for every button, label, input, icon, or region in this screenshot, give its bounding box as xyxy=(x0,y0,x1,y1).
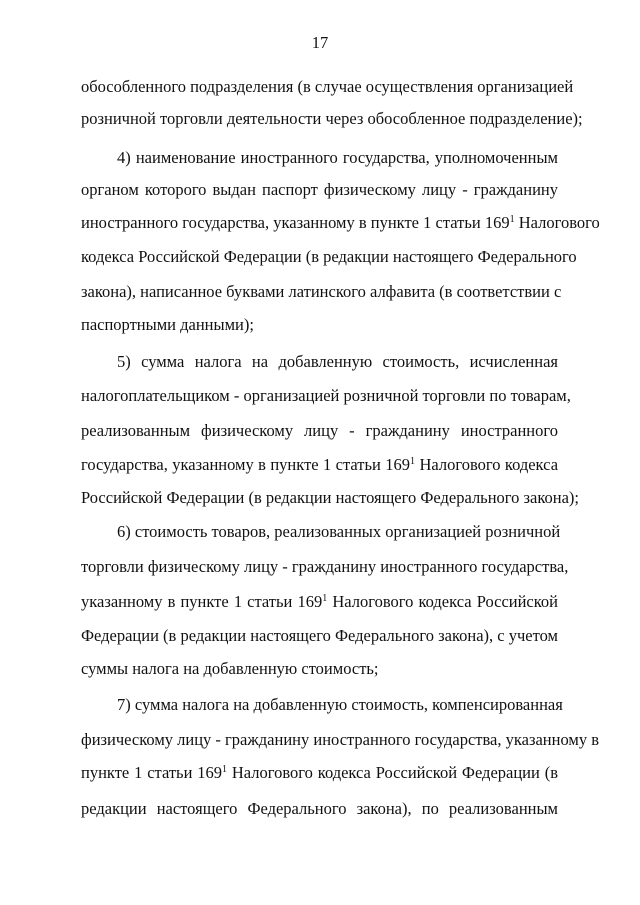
text-line: розничной торговли деятельности через обособленное подразделение); xyxy=(81,109,583,128)
text-line: обособленного подразделения (в случае осуществления организацией xyxy=(81,77,574,96)
text-segment: иностранного государства, указанному в пункте 1 статьи 169 xyxy=(81,213,510,232)
text-line: редакции настоящего Федерального закона), по реализованным xyxy=(81,799,558,818)
text-line xyxy=(81,213,600,233)
text-segment: пункте 1 статьи 169 xyxy=(81,763,223,782)
text-line xyxy=(81,592,558,612)
text-line: налогоплательщиком - организацией розничной торговли по товарам, xyxy=(81,386,571,405)
text-segment: Налогового кодекса Российской xyxy=(332,592,559,611)
text-line: паспортными данными); xyxy=(81,315,254,334)
text-line: торговли физическому лицу - гражданину иностранного государства, xyxy=(81,557,569,576)
text-line: суммы налога на добавленную стоимость; xyxy=(81,659,379,678)
text-line: 7) сумма налога на добавленную стоимость, компенсированная xyxy=(117,695,563,714)
superscript: 1 xyxy=(322,593,328,604)
superscript: 1 xyxy=(410,456,416,467)
text-line xyxy=(81,763,558,783)
text-segment: государства, указанному в пункте 1 статьи 169 xyxy=(81,455,411,474)
superscript: 1 xyxy=(509,214,515,225)
text-line: реализованным физическому лицу - гражданину иностранного xyxy=(81,421,558,440)
text-line: физическому лицу - гражданину иностранного государства, указанному в xyxy=(81,730,600,749)
text-line: органом которого выдан паспорт физическому лицу - гражданину xyxy=(81,180,558,199)
text-segment: Налогового xyxy=(518,213,600,232)
text-line: 4) наименование иностранного государства, уполномоченным xyxy=(117,148,558,167)
text-line: кодекса Российской Федерации (в редакции настоящего Федерального xyxy=(81,247,577,266)
superscript: 1 xyxy=(222,764,228,775)
text-line: 6) стоимость товаров, реализованных организацией розничной xyxy=(117,522,561,541)
text-line xyxy=(81,455,558,475)
text-segment: Налогового кодекса Российской Федерации (в xyxy=(231,763,558,782)
page-number: 17 xyxy=(311,33,329,52)
text-line: Российской Федерации (в редакции настоящего Федерального закона); xyxy=(81,488,580,507)
text-segment: указанному в пункте 1 статьи 169 xyxy=(81,592,323,611)
text-segment: Налогового кодекса xyxy=(419,455,559,474)
text-line: Федерации (в редакции настоящего Федерального закона), с учетом xyxy=(81,626,558,645)
text-line: закона), написанное буквами латинского алфавита (в соответствии с xyxy=(81,282,562,301)
text-line: 5) сумма налога на добавленную стоимость, исчисленная xyxy=(117,352,558,371)
